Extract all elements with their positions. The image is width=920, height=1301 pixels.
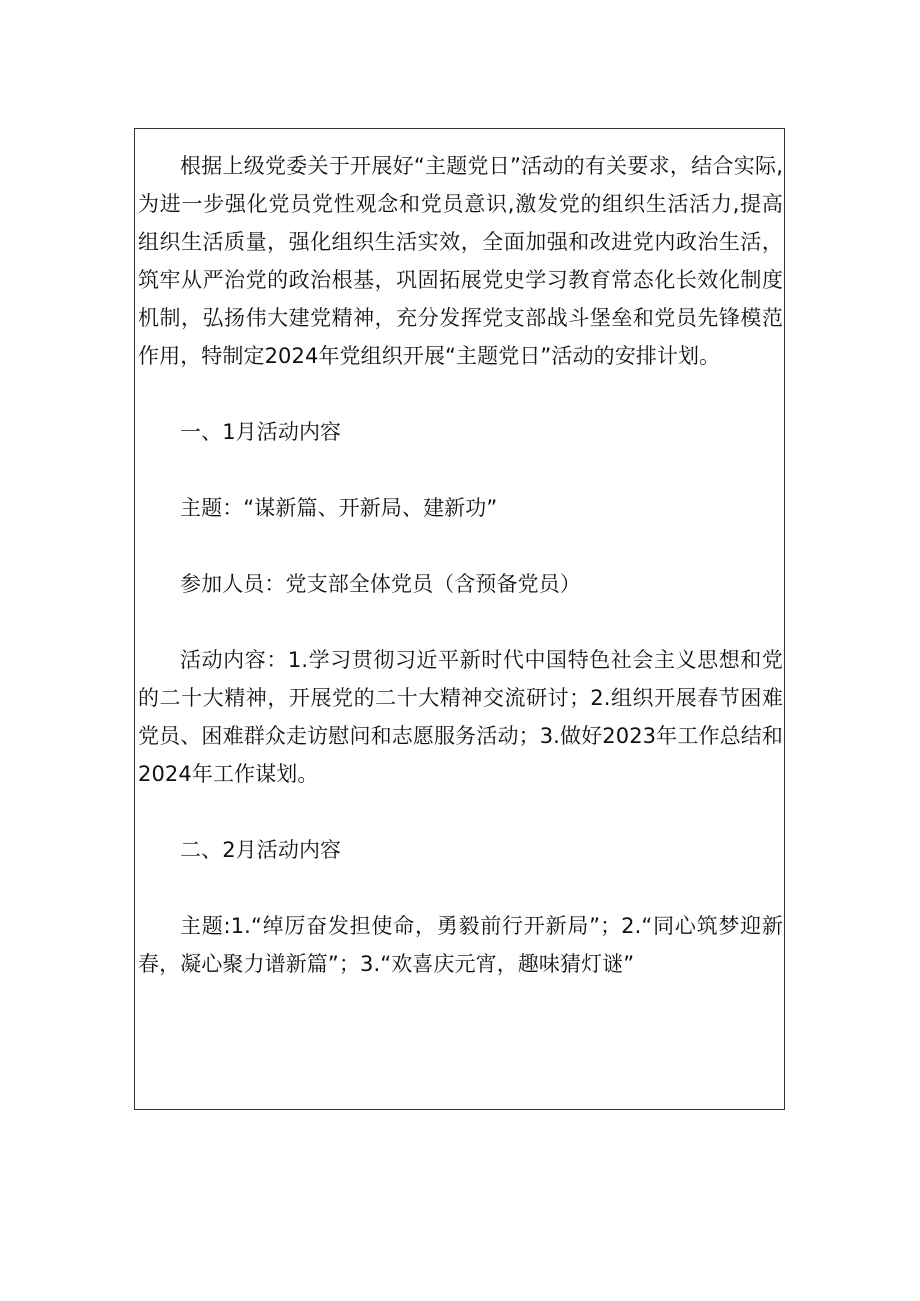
- january-participants: 参加人员：党支部全体党员（含预备党员）: [180, 572, 581, 596]
- january-theme: 主题：“谋新篇、开新局、建新功”: [180, 496, 498, 520]
- section-heading-january: 一、1月活动内容: [180, 420, 342, 444]
- document-body: [138, 147, 783, 983]
- february-theme: 主题:1.“绰厉奋发担使命，勇毅前行开新局”；2.“同心筑梦迎新春，凝心聚力谱新篇”；3.“欢喜庆元宵，趣味猜灯谜”: [138, 914, 783, 976]
- january-activities: 活动内容：1.学习贯彻习近平新时代中国特色社会主义思想和党的二十大精神，开展党的二十大精神交流研讨；2.组织开展春节困难党员、困难群众走访慰问和志愿服务活动；3.做好2023年工作总结和2024年工作谋划。: [138, 648, 783, 786]
- document-frame: [134, 128, 785, 1110]
- section-heading-february: 二、2月活动内容: [180, 838, 342, 862]
- intro-paragraph: 根据上级党委关于开展好“主题党日”活动的有关要求，结合实际,为进一步强化党员党性观念和党员意识,激发党的组织生活活力,提高组织生活质量，强化组织生活实效，全面加强和改进党内政治生活，筑牢从严治党的政治根基，巩固拓展党史学习教育常态化长效化制度机制，弘扬伟大建党精神，充分发挥党支部战斗堡垒和党员先锋模范作用，特制定2024年党组织开展“主题党日”活动的安排计划。: [138, 154, 783, 368]
